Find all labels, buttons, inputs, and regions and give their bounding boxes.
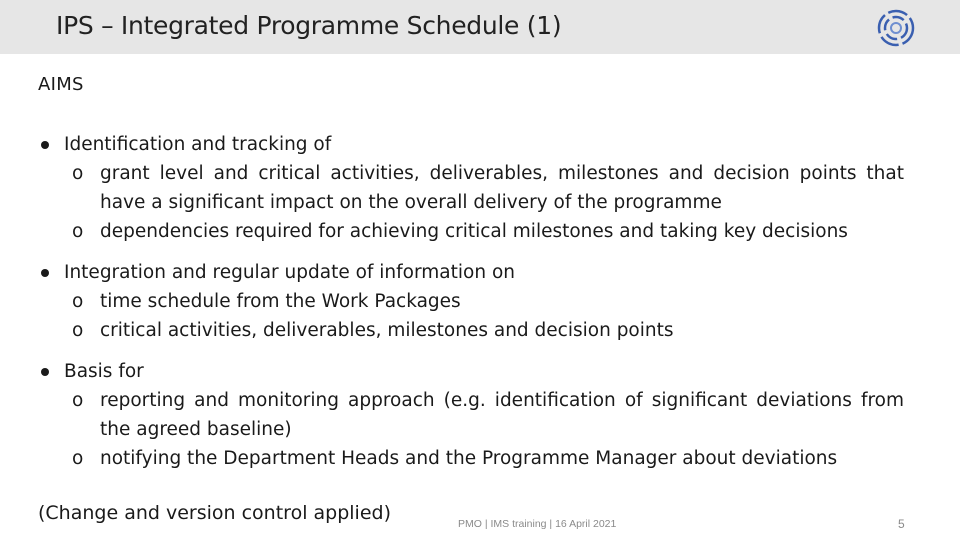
sub-bullet-marker: o [72, 291, 84, 312]
bullet-item [38, 130, 904, 159]
sub-bullet-marker: o [72, 448, 84, 469]
sub-bullet-marker: o [72, 221, 84, 242]
bullet-dot-icon [41, 269, 49, 277]
bullet-dot-icon [41, 141, 49, 149]
sub-bullet-text: critical activities, deliverables, milestones and decision points [100, 320, 674, 341]
slide-title: IPS – Integrated Programme Schedule (1) [56, 11, 562, 40]
sub-bullet-text: grant level and critical activities, deliverables, milestones and decision points that have a significant impact on the overall delivery of the programme [100, 163, 904, 213]
sub-bullet-marker: o [72, 390, 84, 411]
sub-bullet-item [38, 159, 904, 217]
bullet-list [38, 130, 904, 485]
bullet-text: Basis for [64, 361, 144, 382]
sub-bullet-text: notifying the Department Heads and the Programme Manager about deviations [100, 448, 838, 469]
bullet-group [38, 357, 904, 473]
bullet-dot-icon [41, 368, 49, 376]
sub-bullet-marker: o [72, 163, 84, 184]
sub-bullet-marker: o [72, 320, 84, 341]
sub-bullet-text: reporting and monitoring approach (e.g. identification of significant deviations from the agreed baseline) [100, 390, 904, 440]
sub-bullet-text: time schedule from the Work Packages [100, 291, 461, 312]
bullet-group [38, 130, 904, 246]
section-heading: AIMS [38, 74, 84, 95]
sub-bullet-item [38, 316, 904, 345]
circular-logo-icon [874, 8, 918, 48]
sub-bullet-item [38, 444, 904, 473]
sub-bullet-item [38, 287, 904, 316]
version-control-note: (Change and version control applied) [38, 502, 391, 524]
bullet-group [38, 258, 904, 345]
bullet-item [38, 357, 904, 386]
slide-header [0, 0, 960, 54]
sub-bullet-item [38, 217, 904, 246]
bullet-text: Identification and tracking of [64, 134, 332, 155]
bullet-text: Integration and regular update of information on [64, 262, 515, 283]
sub-bullet-item [38, 386, 904, 444]
sub-bullet-text: dependencies required for achieving critical milestones and taking key decisions [100, 221, 848, 242]
footer-text: PMO | IMS training | 16 April 2021 [458, 518, 617, 530]
page-number: 5 [898, 517, 905, 531]
bullet-item [38, 258, 904, 287]
